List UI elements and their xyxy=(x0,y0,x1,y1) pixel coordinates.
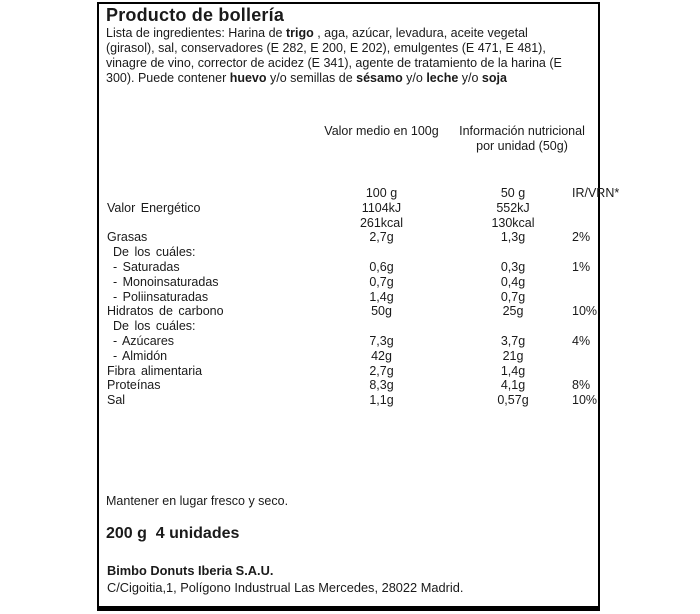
nutrition-table xyxy=(99,186,620,408)
column-header-per-unit xyxy=(456,124,588,154)
ingredient-text: , aga, azúcar, levadura, aceite vegetal xyxy=(313,26,528,40)
table-row xyxy=(99,290,598,305)
ingredient-text: y/o semillas de xyxy=(266,70,357,85)
row-label: Proteínas xyxy=(107,378,161,393)
table-row xyxy=(99,334,598,349)
value-ir-vrn-percent xyxy=(572,319,588,334)
row-label: - Almidón xyxy=(113,348,168,363)
company-name: Bimbo Donuts Iberia S.A.U. xyxy=(107,563,274,578)
value-per-100g: 7,3g xyxy=(369,333,394,348)
value-ir-vrn-percent: 8% xyxy=(572,378,591,393)
allergen-bold-text: soja xyxy=(481,70,507,85)
value-per-unit-50g: 552kJ xyxy=(496,200,530,215)
allergen-bold-text: sésamo xyxy=(356,70,403,85)
value-ir-vrn-percent xyxy=(572,275,588,290)
ingredients-line xyxy=(106,41,596,56)
row-label: Hidratos de carbono xyxy=(107,304,224,319)
row-label xyxy=(99,216,309,231)
allergen-bold-text: huevo xyxy=(229,70,267,85)
value-per-100g: 2,7g xyxy=(369,363,394,378)
ingredient-text: (girasol), sal, conservadores (E 282, E 200, E 202), emulgentes (E 471, E 481), xyxy=(106,40,546,55)
value-ir-vrn-percent: 1% xyxy=(572,259,591,274)
value-per-100g: 261kcal xyxy=(359,215,404,230)
value-per-unit-50g: 0,7g xyxy=(500,289,526,304)
table-row xyxy=(99,230,598,245)
value-ir-vrn-percent: 10% xyxy=(572,393,598,408)
value-ir-vrn-percent: 4% xyxy=(572,333,591,348)
row-label: Fibra alimentaria xyxy=(107,363,203,378)
value-ir-vrn-percent xyxy=(572,201,588,216)
value-per-100g xyxy=(309,245,454,260)
allergen-bold-text: trigo xyxy=(285,26,314,40)
table-row xyxy=(99,364,598,379)
table-row xyxy=(99,378,598,393)
value-ir-vrn-percent: IR/VRN* xyxy=(572,186,620,200)
value-ir-vrn-percent: 2% xyxy=(572,230,591,245)
value-per-unit-50g: 25g xyxy=(502,304,524,319)
table-row xyxy=(99,393,598,408)
value-per-unit-50g: 130kcal xyxy=(491,215,535,230)
ingredient-text: y/o xyxy=(458,70,482,85)
value-ir-vrn-percent xyxy=(572,349,588,364)
ingredients-line xyxy=(106,26,596,41)
ingredient-text: vinagre de vino, corrector de acidez (E 341), agente de tratamiento de la harina (E xyxy=(106,55,562,70)
product-label-box xyxy=(97,2,620,611)
value-per-unit-50g xyxy=(454,245,572,260)
ingredient-text: Lista de ingredientes: Harina de xyxy=(106,26,286,40)
allergen-bold-text: leche xyxy=(426,70,459,85)
table-row xyxy=(99,201,598,216)
table-row xyxy=(99,216,598,231)
column-header-per-unit-line1: Información nutricional xyxy=(459,124,585,138)
value-per-100g: 1,4g xyxy=(369,289,394,304)
table-row xyxy=(99,304,598,319)
ingredients-paragraph xyxy=(106,26,596,86)
row-label: - Saturadas xyxy=(113,259,180,274)
ingredients-line xyxy=(106,56,596,71)
table-row xyxy=(99,260,598,275)
column-header-per-unit-line2: por unidad (50g) xyxy=(476,139,568,153)
value-per-100g: 50g xyxy=(371,304,392,319)
page-title: Producto de bollería xyxy=(106,5,285,25)
row-label xyxy=(99,186,309,201)
net-weight: 200 g 4 unidades xyxy=(106,525,240,542)
row-label: Grasas xyxy=(107,230,148,245)
value-per-unit-50g: 1,3g xyxy=(500,230,526,245)
value-ir-vrn-percent xyxy=(572,290,588,305)
value-per-unit-50g xyxy=(454,319,572,334)
value-per-100g: 1104kJ xyxy=(361,200,402,215)
value-per-unit-50g: 0,4g xyxy=(500,274,526,289)
value-per-unit-50g: 4,1g xyxy=(500,378,526,393)
value-per-100g: 2,7g xyxy=(369,230,394,245)
value-ir-vrn-percent xyxy=(572,245,588,260)
value-per-unit-50g: 3,7g xyxy=(500,333,526,348)
value-per-100g: 0,7g xyxy=(369,274,394,289)
value-per-unit-50g: 1,4g xyxy=(500,363,526,378)
table-row xyxy=(99,319,598,334)
value-per-100g: 8,3g xyxy=(369,378,394,393)
row-label: De los cuáles: xyxy=(113,245,196,260)
ingredient-text: 300). Puede contener xyxy=(106,70,230,85)
value-ir-vrn-percent xyxy=(572,216,588,231)
row-label: - Azúcares xyxy=(113,333,175,348)
value-per-unit-50g: 0,3g xyxy=(500,259,526,274)
company-address: C/Cigoitia,1, Polígono Industrual Las Mercedes, 28022 Madrid. xyxy=(107,580,464,595)
value-per-100g: 1,1g xyxy=(369,393,394,408)
ingredients-line xyxy=(106,71,596,86)
row-label: - Poliinsaturadas xyxy=(113,289,209,304)
value-per-100g: 42g xyxy=(371,348,392,363)
column-header-per-100g: Valor medio en 100g xyxy=(324,124,439,138)
value-per-unit-50g: 0,57g xyxy=(497,393,529,408)
table-row xyxy=(99,186,620,201)
table-row xyxy=(99,245,598,260)
value-per-100g: 100 g xyxy=(365,186,398,200)
row-label: Valor Energético xyxy=(107,200,201,215)
value-per-unit-50g: 50 g xyxy=(500,186,526,200)
value-per-unit-50g: 21g xyxy=(502,348,524,363)
storage-note: Mantener en lugar fresco y seco. xyxy=(106,494,289,508)
value-per-100g xyxy=(309,319,454,334)
table-row xyxy=(99,349,598,364)
value-per-100g: 0,6g xyxy=(369,259,394,274)
value-ir-vrn-percent: 10% xyxy=(572,304,598,319)
table-row xyxy=(99,275,598,290)
value-ir-vrn-percent xyxy=(572,364,588,379)
row-label: - Monoinsaturadas xyxy=(113,274,219,289)
row-label: Sal xyxy=(107,393,126,408)
ingredient-text: y/o xyxy=(402,70,427,85)
row-label: De los cuáles: xyxy=(113,319,196,334)
